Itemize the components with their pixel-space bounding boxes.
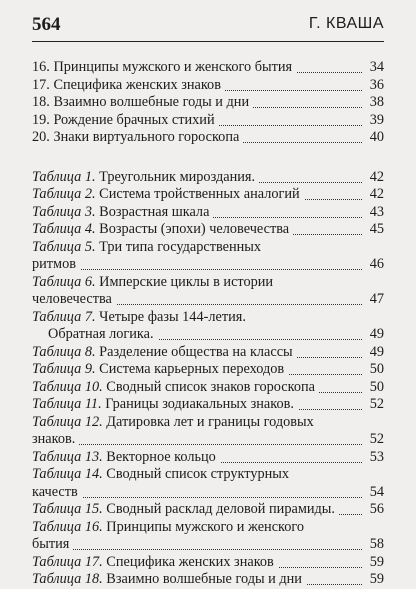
- dot-leader: [32, 444, 362, 445]
- toc-table-entry: [32, 222, 384, 239]
- toc-chapter-entry: [32, 95, 384, 112]
- entry-title: знаков.: [32, 431, 76, 447]
- entry-title: 18. Взаимно волшебные годы и дни: [32, 94, 253, 110]
- toc-chapter-entry: [32, 78, 384, 95]
- toc-chapter-entry: [32, 113, 384, 130]
- entry-title-line: [32, 221, 293, 237]
- entry-title: качеств: [32, 483, 78, 500]
- entry-title: 16. Принципы мужского и женского бытия: [32, 59, 296, 75]
- table-label: Таблица 3.: [32, 203, 96, 220]
- entry-title: Принципы мужского и женского: [106, 518, 305, 535]
- entry-title: Обратная логика.: [48, 326, 154, 342]
- entry-title: Разделение общества на классы: [99, 343, 293, 360]
- entry-page-number: 42: [367, 170, 384, 184]
- toc-table-entry: [32, 292, 384, 309]
- toc-table-entry: [32, 397, 384, 414]
- entry-page-number: 47: [367, 292, 384, 306]
- entry-title-line: [32, 431, 79, 447]
- entry-title: 17. Специфика женских знаков: [32, 77, 225, 93]
- entry-page-number: 46: [367, 257, 384, 271]
- entry-page-number: 49: [367, 327, 384, 341]
- entry-title-line: [32, 415, 314, 429]
- entry-title-line: [32, 344, 297, 360]
- entry-title: 19. Рождение брачных стихий: [32, 112, 219, 128]
- entry-title-line: [32, 204, 213, 220]
- dot-leader: [32, 269, 362, 270]
- entry-title-line: [32, 326, 158, 342]
- entry-page-number: 53: [367, 450, 384, 464]
- entry-title-line: [32, 554, 278, 570]
- page-header: [32, 5, 384, 42]
- toc-table-entry: [32, 187, 384, 204]
- running-head: Г. КВАША: [308, 15, 384, 32]
- entry-page-number: 42: [367, 187, 384, 201]
- entry-title-line: [32, 240, 261, 254]
- entry-title-line: [32, 256, 80, 272]
- entry-page-number: 45: [367, 222, 384, 236]
- table-label: Таблица 14.: [32, 466, 103, 482]
- table-label: Таблица 13.: [32, 448, 103, 465]
- entry-title: Система тройственных аналогий: [99, 186, 300, 202]
- entry-title-line: [32, 361, 288, 377]
- entry-page-number: 52: [367, 397, 384, 411]
- entry-page-number: 38: [367, 95, 384, 109]
- table-label: Таблица 11.: [32, 396, 102, 412]
- entry-title: Векторное кольцо: [106, 448, 216, 465]
- entry-page-number: 36: [367, 78, 384, 92]
- entry-title-line: [32, 484, 82, 500]
- entry-page-number: 54: [367, 485, 384, 499]
- toc-table-entry: [32, 502, 384, 519]
- entry-title: Границы зодиакальных знаков.: [105, 396, 294, 412]
- entry-title-line: [32, 520, 304, 534]
- table-label: Таблица 12.: [32, 413, 103, 430]
- table-label: Таблица 4.: [32, 221, 96, 237]
- dot-leader: [32, 549, 362, 550]
- table-label: Таблица 15.: [32, 501, 103, 517]
- entry-title-line: [32, 449, 220, 465]
- entry-title: бытия: [32, 536, 70, 552]
- entry-title: ритмов: [32, 256, 76, 272]
- toc-table-entry: [32, 362, 384, 379]
- table-label: Таблица 2.: [32, 186, 96, 202]
- entry-page-number: 56: [367, 502, 384, 516]
- entry-title-line: [32, 275, 273, 289]
- entry-title-line: [32, 379, 319, 395]
- entry-title: Сводный расклад деловой пирамиды.: [106, 501, 335, 517]
- entry-title-line: [32, 291, 116, 307]
- entry-page-number: 58: [367, 537, 384, 551]
- table-label: Таблица 16.: [32, 518, 103, 535]
- toc-table-entry: [32, 257, 384, 274]
- entry-title: Возрасты (эпохи) человечества: [99, 221, 290, 237]
- entry-title: 20. Знаки виртуального гороскопа: [32, 129, 243, 145]
- entry-title-line: [32, 169, 259, 185]
- entry-page-number: 50: [367, 362, 384, 376]
- entry-title: Сводный список структурных: [106, 466, 290, 482]
- entry-title: Датировка лет и границы годовых: [106, 413, 314, 430]
- entry-title-line: [32, 501, 339, 517]
- toc-table-entry: [32, 537, 384, 554]
- entry-title-line: [32, 396, 298, 412]
- page-number: 564: [32, 14, 61, 35]
- entry-title-line: [32, 536, 73, 552]
- entry-page-number: 52: [367, 432, 384, 446]
- entry-title: Сводный список знаков гороскопа: [106, 378, 315, 395]
- entry-title: Специфика женских знаков: [106, 553, 274, 570]
- entry-page-number: 50: [367, 380, 384, 394]
- entry-page-number: 40: [367, 130, 384, 144]
- table-label: Таблица 8.: [32, 343, 96, 360]
- entry-title-line: [32, 186, 304, 202]
- table-label: Таблица 9.: [32, 361, 96, 377]
- toc-table-entry: [32, 555, 384, 572]
- table-label: Таблица 10.: [32, 378, 103, 395]
- table-label: Таблица 7.: [32, 308, 96, 325]
- entry-title: Три типа государственных: [99, 238, 262, 255]
- table-label: Таблица 5.: [32, 238, 96, 255]
- toc-table-entry: [32, 380, 384, 397]
- entry-title-line: [32, 467, 289, 481]
- entry-title-line: [32, 310, 246, 324]
- toc-table-entry: [32, 170, 384, 187]
- entry-title: Система карьерных переходов: [99, 361, 285, 377]
- entry-page-number: 34: [367, 60, 384, 74]
- entry-page-number: 49: [367, 345, 384, 359]
- entry-title: Возрастная шкала: [99, 203, 210, 220]
- toc-chapter-entry: [32, 130, 384, 147]
- toc-table-entry: [32, 572, 384, 589]
- entry-title: человечества: [32, 291, 112, 307]
- entry-page-number: 59: [367, 555, 384, 569]
- entry-title: Имперские циклы в истории: [99, 273, 274, 290]
- entry-page-number: 39: [367, 113, 384, 127]
- entry-title: Четыре фазы 144-летия.: [99, 308, 246, 325]
- toc-table-entry: [32, 450, 384, 467]
- entry-page-number: 43: [367, 205, 384, 219]
- toc-table-entry: [32, 345, 384, 362]
- entry-title: Треугольник мироздания.: [99, 168, 256, 185]
- entry-title: Взаимно волшебные годы и дни: [106, 571, 302, 587]
- table-label: Таблица 18.: [32, 571, 103, 587]
- toc-chapter-entry: [32, 60, 384, 77]
- toc-table-entry: [32, 327, 384, 344]
- toc-table-entry: [32, 485, 384, 502]
- toc-table-entry: [32, 205, 384, 222]
- entry-page-number: 59: [367, 572, 384, 586]
- toc-table-entry: [32, 432, 384, 449]
- table-label: Таблица 17.: [32, 553, 103, 570]
- table-label: Таблица 1.: [32, 168, 96, 185]
- table-label: Таблица 6.: [32, 273, 96, 290]
